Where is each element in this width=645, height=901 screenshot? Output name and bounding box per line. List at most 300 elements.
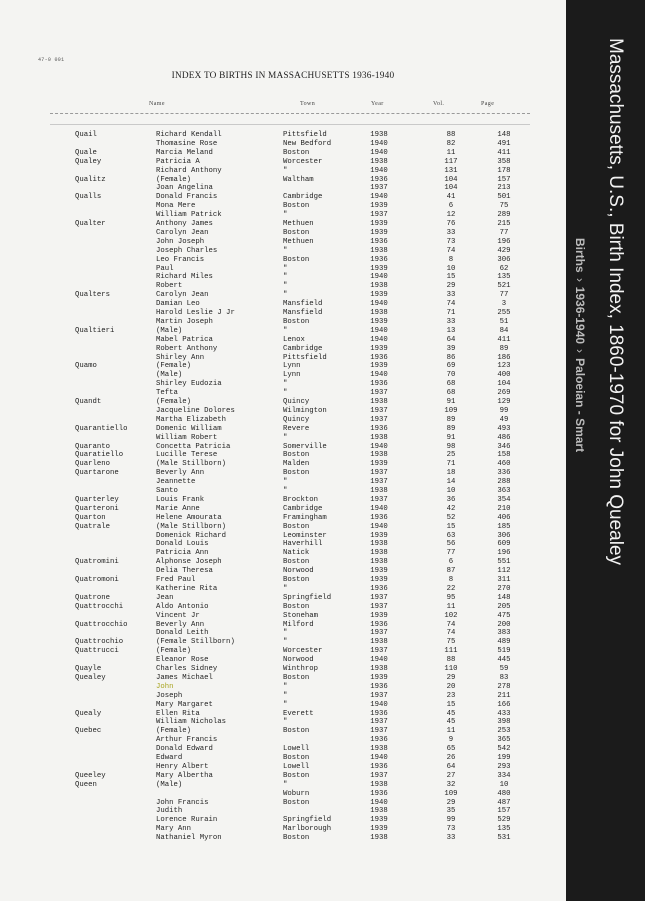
cell-town: Pittsfield [283,131,327,139]
table-row [0,202,566,210]
table-row [0,416,566,424]
cell-page-number: 89 [499,344,509,353]
cell-volume: 68 [446,380,456,389]
table-row [0,656,566,664]
table-row [0,736,566,744]
cell-town: Quincy [283,415,310,424]
cell-volume: 33 [446,317,456,326]
cell-volume: 15 [446,522,456,531]
cell-town: Boston [283,754,310,762]
table-row [0,692,566,700]
cell-town: Norwood [283,656,314,665]
table-row [0,309,566,317]
table-row [0,425,566,433]
table-row [0,549,566,557]
cell-page-number: 551 [497,558,511,567]
cell-given-name: Santo [156,487,178,495]
table-row [0,345,566,353]
cell-year: 1940 [370,300,388,309]
cell-given-name: Martha Elizabeth [156,415,227,424]
table-row [0,603,566,611]
cell-volume: 10 [446,264,456,273]
cell-volume: 77 [446,549,456,558]
cell-year: 1940 [370,166,388,175]
cell-volume: 89 [446,424,456,433]
cell-page-number: 486 [497,433,511,442]
cell-surname: Quale [75,148,97,157]
cell-volume: 104 [444,184,458,193]
cell-page-number: 148 [497,593,511,602]
table-row [0,674,566,682]
table-row [0,594,566,602]
table-row [0,701,566,709]
chevron-right-icon: › [573,277,587,282]
cell-town: Methuen [283,237,314,246]
cell-given-name: William Robert [156,433,218,442]
cell-given-name: Nathaniel Myron [156,834,222,843]
cell-year: 1940 [370,754,388,762]
cell-page-number: 288 [497,478,511,487]
cell-volume: 42 [446,504,456,513]
cell-page-number: 99 [499,406,509,415]
cell-page-number: 400 [497,371,511,380]
cell-given-name: James Michael [156,673,213,682]
cell-year: 1939 [370,228,388,237]
cell-page-number: 135 [497,825,511,834]
cell-year: 1939 [370,317,388,326]
cell-volume: 63 [446,531,456,540]
cell-town: Boston [283,469,310,478]
cell-given-name: Lucille Terese [156,451,218,460]
table-row [0,710,566,718]
table-row [0,238,566,246]
cell-year: 1940 [370,522,388,531]
cell-surname: Quarleno [75,460,111,469]
cell-page-number: 62 [499,264,509,273]
cell-page-number: 211 [497,691,511,700]
cell-town: Revere [283,424,310,433]
cell-volume: 12 [446,211,456,220]
cell-given-name: Richard Anthony [156,166,222,175]
cell-given-name: Shirley Ann [156,353,205,362]
cell-page-number: 311 [497,576,511,584]
table-row [0,790,566,798]
cell-surname: Quandt [75,398,102,406]
breadcrumb-item-years[interactable]: 1936-1940 [573,286,587,345]
cell-volume: 11 [446,148,456,157]
cell-volume: 15 [446,700,456,709]
cell-year: 1939 [370,576,388,584]
cell-given-name: Edward [156,754,183,762]
cell-given-name: John Joseph [156,237,205,246]
cell-page-number: 186 [497,353,511,362]
cell-town: Cambridge [283,344,323,353]
cell-town: " [283,682,288,691]
table-row [0,665,566,673]
cell-volume: 13 [446,326,456,335]
cell-year: 1940 [370,798,388,807]
table-row [0,612,566,620]
cell-given-name: Martin Joseph [156,317,213,326]
cell-given-name: Domenick Richard [156,531,227,540]
cell-given-name: Donald Leith [156,629,209,638]
cell-given-name: Donald Edward [156,745,213,754]
cell-volume: 15 [446,273,456,282]
cell-volume: 74 [446,300,456,309]
cell-volume: 39 [446,344,456,353]
column-header-vol: Vol. [433,101,445,107]
cell-surname: Quattrochio [75,638,124,647]
cell-volume: 18 [446,469,456,478]
cell-given-name: Marcia Meland [156,148,213,157]
cell-year: 1937 [370,593,388,602]
cell-volume: 56 [446,540,456,549]
cell-given-name: Jacqueline Dolores [156,406,235,415]
cell-year: 1936 [370,620,388,629]
corner-mark: 47-0 001 [38,57,65,63]
cell-given-name: Carolyn Jean [156,228,209,237]
table-row [0,184,566,192]
cell-volume: 99 [446,816,456,825]
cell-town: " [283,584,288,593]
cell-surname: Queen [75,780,97,789]
cell-page-number: 489 [497,638,511,647]
cell-page-number: 112 [497,567,511,576]
cell-year: 1936 [370,424,388,433]
cell-page-number: 205 [497,602,511,611]
cell-town: Mansfield [283,300,323,309]
table-row [0,282,566,290]
cell-town: Worcester [283,157,323,166]
cell-given-name: Henry Albert [156,762,209,771]
cell-page-number: 196 [497,549,511,558]
cell-surname: Quatrone [75,593,111,602]
cell-page-number: 398 [497,718,511,727]
cell-year: 1940 [370,371,388,380]
cell-year: 1938 [370,745,388,754]
table-row [0,514,566,522]
cell-page-number: 10 [499,780,509,789]
cell-volume: 29 [446,673,456,682]
cell-year: 1940 [370,656,388,665]
cell-given-name: John Francis [156,798,209,807]
breadcrumb-item-births[interactable]: Births [573,238,587,273]
cell-town: Boston [283,228,310,237]
cell-page-number: 129 [497,398,511,406]
cell-given-name: (Female) [156,727,192,736]
cell-page-number: 210 [497,504,511,513]
cell-year: 1940 [370,700,388,709]
cell-town: Haverhill [283,540,323,549]
cell-town: " [283,246,288,255]
cell-page-number: 178 [497,166,511,175]
cell-given-name: (Female) [156,398,192,406]
cell-town: Lowell [283,745,310,754]
cell-town: Boston [283,202,310,211]
cell-volume: 89 [446,415,456,424]
cell-page-number: 51 [499,317,509,326]
table-row [0,229,566,237]
cell-surname: Quattrocchio [75,620,128,629]
cell-town: Woburn [283,789,310,798]
cell-year: 1939 [370,264,388,273]
cell-page-number: 213 [497,184,511,193]
cell-page-number: 75 [499,202,509,211]
table-row [0,443,566,451]
cell-year: 1937 [370,727,388,736]
cell-page-number: 148 [497,131,511,139]
cell-year: 1936 [370,380,388,389]
cell-year: 1940 [370,335,388,344]
cell-volume: 33 [446,834,456,843]
cell-town: " [283,629,288,638]
table-row [0,540,566,548]
cell-given-name: Ellen Rita [156,709,200,718]
cell-volume: 88 [446,131,456,139]
cell-given-name: Vincent Jr [156,611,200,620]
cell-page-number: 270 [497,584,511,593]
cell-given-name: Jeannette [156,478,196,487]
table-row [0,772,566,780]
table-row [0,327,566,335]
cell-town: Brockton [283,495,319,504]
breadcrumb [573,238,587,452]
cell-volume: 75 [446,638,456,647]
cell-given-name: Aldo Antonio [156,602,209,611]
cell-year: 1940 [370,148,388,157]
cell-given-name: Mary Margaret [156,700,213,709]
cell-town: Springfield [283,816,332,825]
cell-town: Cambridge [283,504,323,513]
cell-town: Lynn [283,371,301,380]
cell-volume: 29 [446,798,456,807]
cell-volume: 74 [446,246,456,255]
cell-year: 1938 [370,487,388,495]
cell-volume: 29 [446,282,456,291]
cell-town: Marlborough [283,825,332,834]
cell-volume: 109 [444,406,458,415]
cell-town: Somerville [283,442,327,451]
table-row [0,487,566,495]
cell-year: 1938 [370,309,388,317]
cell-year: 1939 [370,344,388,353]
cell-town: Boston [283,148,310,157]
cell-given-name: Patricia A [156,157,200,166]
cell-volume: 64 [446,335,456,344]
table-row [0,291,566,299]
cell-town: Boston [283,798,310,807]
breadcrumb-item-range[interactable]: Paloeian - Smart [573,358,587,453]
cell-town: " [283,264,288,273]
cell-town: " [283,273,288,282]
cell-given-name: Robert Anthony [156,344,218,353]
cell-volume: 109 [444,789,458,798]
cell-page-number: 491 [497,139,511,148]
cell-page-number: 493 [497,424,511,433]
table-row [0,273,566,281]
cell-town: Milford [283,620,314,629]
cell-page-number: 253 [497,727,511,736]
cell-volume: 131 [444,166,458,175]
cell-page-number: 445 [497,656,511,665]
cell-town: " [283,326,288,335]
cell-given-name: Paul [156,264,174,273]
cell-surname: Quarton [75,513,106,522]
cell-page-number: 123 [497,362,511,371]
cell-given-name: Mary Ann [156,825,192,834]
cell-town: " [283,487,288,495]
cell-year: 1936 [370,709,388,718]
cell-page-number: 411 [497,148,511,157]
cell-year: 1937 [370,406,388,415]
table-row [0,434,566,442]
cell-given-name: (Male Stillborn) [156,460,227,469]
cell-page-number: 49 [499,415,509,424]
cell-town: " [283,638,288,647]
cell-given-name: (Female Stillborn) [156,638,235,647]
cell-year: 1936 [370,736,388,745]
cell-year: 1939 [370,816,388,825]
table-row [0,834,566,842]
cell-given-name: Judith [156,807,183,816]
cell-year: 1939 [370,611,388,620]
cell-town: Boston [283,522,310,531]
cell-town: " [283,389,288,398]
cell-volume: 22 [446,584,456,593]
table-row [0,220,566,228]
cell-page-number: 475 [497,611,511,620]
cell-given-name: Anthony James [156,220,213,228]
cell-town: Leominster [283,531,327,540]
table-row [0,149,566,157]
cell-town: Boston [283,771,310,780]
cell-given-name: Harold Leslie J Jr [156,309,235,317]
cell-page-number: 354 [497,495,511,504]
cell-year: 1938 [370,549,388,558]
cell-surname: Quarantiello [75,424,128,433]
cell-page-number: 487 [497,798,511,807]
cell-given-name: Donald Louis [156,540,209,549]
cell-surname: Quarterley [75,495,119,504]
table-row [0,318,566,326]
cell-town: Mansfield [283,309,323,317]
table-row [0,807,566,815]
cell-surname: Queeley [75,771,106,780]
cell-volume: 65 [446,745,456,754]
cell-given-name: (Male) [156,326,183,335]
cell-page-number: 529 [497,816,511,825]
table-row [0,247,566,255]
cell-town: Boston [283,576,310,584]
cell-page-number: 542 [497,745,511,754]
cell-year: 1936 [370,255,388,264]
cell-surname: Quattrucci [75,647,119,656]
cell-page-number: 334 [497,771,511,780]
cell-given-name: Katherine Rita [156,584,218,593]
cell-given-name: (Male Stillborn) [156,522,227,531]
cell-page-number: 293 [497,762,511,771]
cell-year: 1940 [370,442,388,451]
cell-given-name: (Female) [156,647,192,656]
cell-given-name: Louis Frank [156,495,205,504]
cell-page-number: 433 [497,709,511,718]
cell-surname: Quealy [75,709,102,718]
cell-given-name: Tefta [156,389,178,398]
cell-surname: Qualitz [75,175,106,184]
cell-town: Cambridge [283,193,323,202]
cell-volume: 20 [446,682,456,691]
cell-page-number: 411 [497,335,511,344]
cell-given-name: Lorence Rurain [156,816,218,825]
cell-given-name: Alphonse Joseph [156,558,222,567]
cell-volume: 110 [444,665,458,673]
cell-given-name: Leo Francis [156,255,205,264]
cell-page-number: 609 [497,540,511,549]
cell-town: " [283,691,288,700]
cell-year: 1938 [370,282,388,291]
cell-year: 1938 [370,638,388,647]
cell-page-number: 200 [497,620,511,629]
cell-town: Lenox [283,335,305,344]
cell-surname: Quealey [75,673,106,682]
cell-given-name: (Male) [156,780,183,789]
cell-page-number: 501 [497,193,511,202]
cell-year: 1939 [370,673,388,682]
cell-town: " [283,478,288,487]
cell-given-name: Shirley Eudozia [156,380,222,389]
cell-town: " [283,433,288,442]
cell-town: " [283,211,288,220]
cell-town: " [283,780,288,789]
record-title: Massachusetts, U.S., Birth Index, 1860-1970 for John Quealey [605,38,626,566]
table-row [0,532,566,540]
cell-year: 1940 [370,326,388,335]
cell-volume: 88 [446,656,456,665]
cell-given-name: Eleanor Rose [156,656,209,665]
cell-town: " [283,380,288,389]
cell-year: 1938 [370,807,388,816]
cell-volume: 74 [446,629,456,638]
table-row [0,576,566,584]
cell-surname: Quebec [75,727,102,736]
table-row [0,354,566,362]
table-row [0,567,566,575]
table-row [0,451,566,459]
cell-year: 1936 [370,175,388,184]
cell-town: Boston [283,673,310,682]
table-row [0,407,566,415]
cell-given-name: Robert [156,282,183,291]
cell-page-number: 521 [497,282,511,291]
table-row [0,398,566,406]
cell-surname: Quattrocchi [75,602,124,611]
cell-surname: Qualtieri [75,326,115,335]
cell-town: Everett [283,709,314,718]
cell-given-name: William Patrick [156,211,222,220]
table-row [0,647,566,655]
cell-year: 1937 [370,469,388,478]
cell-volume: 45 [446,709,456,718]
cell-given-name: Arthur Francis [156,736,218,745]
cell-page-number: 365 [497,736,511,745]
table-row [0,265,566,273]
table-row [0,211,566,219]
cell-page-number: 196 [497,237,511,246]
cell-page-number: 185 [497,522,511,531]
cell-year: 1937 [370,691,388,700]
cell-town: Natick [283,549,310,558]
cell-surname: Quayle [75,665,102,673]
